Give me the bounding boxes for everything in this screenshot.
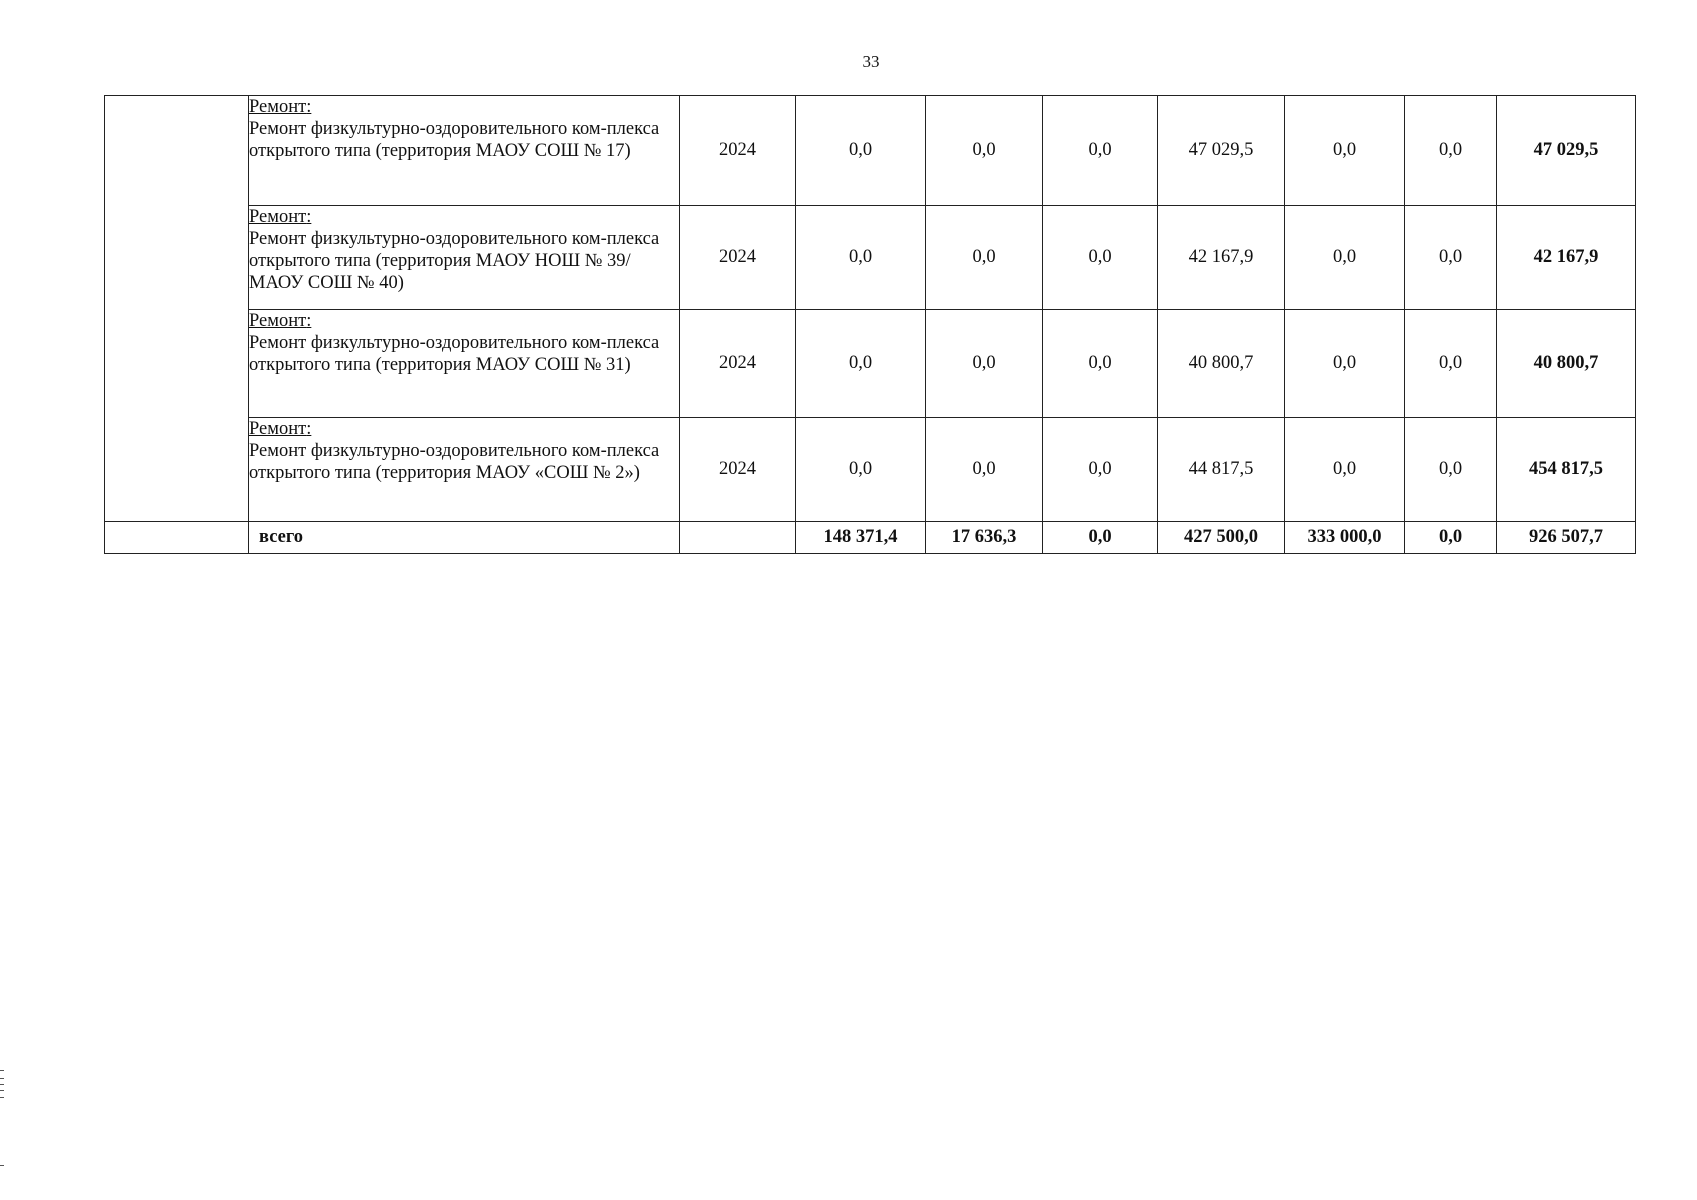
row-total-cell: 40 800,7 <box>1497 310 1636 418</box>
work-type: Ремонт: <box>249 311 312 331</box>
description-cell <box>249 96 680 206</box>
value-cell: 0,0 <box>926 310 1043 418</box>
total-value-cell: 148 371,4 <box>796 522 926 554</box>
work-description: Ремонт физкультурно-оздоровительного ком-плекса открытого типа (территория МАОУ СОШ № 31) <box>249 333 660 375</box>
value-cell: 0,0 <box>796 96 926 206</box>
description-cell <box>249 206 680 310</box>
table-row <box>105 310 1636 418</box>
value-cell: 0,0 <box>1405 206 1497 310</box>
work-description: Ремонт физкультурно-оздоровительного ком-плекса открытого типа (территория МАОУ СОШ № 17) <box>249 119 660 161</box>
year-cell: 2024 <box>680 310 796 418</box>
value-cell: 0,0 <box>1043 310 1158 418</box>
total-value-cell: 0,0 <box>1405 522 1497 554</box>
value-cell: 0,0 <box>796 206 926 310</box>
row-total-cell: 47 029,5 <box>1497 96 1636 206</box>
work-type: Ремонт: <box>249 419 312 439</box>
empty-cell <box>105 522 249 554</box>
value-cell: 0,0 <box>796 418 926 522</box>
totals-label: всего <box>249 522 680 554</box>
year-cell: 2024 <box>680 418 796 522</box>
value-cell: 0,0 <box>1043 206 1158 310</box>
row-total-cell: 42 167,9 <box>1497 206 1636 310</box>
value-cell: 0,0 <box>1405 96 1497 206</box>
value-cell: 0,0 <box>796 310 926 418</box>
empty-cell <box>680 522 796 554</box>
total-value-cell: 17 636,3 <box>926 522 1043 554</box>
value-cell: 0,0 <box>1405 418 1497 522</box>
total-value-cell: 0,0 <box>1043 522 1158 554</box>
value-cell: 0,0 <box>1043 418 1158 522</box>
value-cell: 0,0 <box>1285 418 1405 522</box>
grand-total-cell: 926 507,7 <box>1497 522 1636 554</box>
empty-cell <box>105 96 249 522</box>
value-cell: 40 800,7 <box>1158 310 1285 418</box>
work-description: Ремонт физкультурно-оздоровительного ком-плекса открытого типа (территория МАОУ «СОШ № 2») <box>249 441 660 483</box>
table-row <box>105 418 1636 522</box>
value-cell: 47 029,5 <box>1158 96 1285 206</box>
value-cell: 0,0 <box>1405 310 1497 418</box>
value-cell: 44 817,5 <box>1158 418 1285 522</box>
page-number: 33 <box>862 52 880 71</box>
row-total-cell: 454 817,5 <box>1497 418 1636 522</box>
work-type: Ремонт: <box>249 207 312 227</box>
totals-row <box>105 522 1636 554</box>
margin-marks <box>0 1070 4 1170</box>
value-cell: 0,0 <box>1285 206 1405 310</box>
description-cell <box>249 418 680 522</box>
value-cell: 42 167,9 <box>1158 206 1285 310</box>
budget-table <box>104 95 1636 554</box>
value-cell: 0,0 <box>926 418 1043 522</box>
work-type: Ремонт: <box>249 97 312 117</box>
value-cell: 0,0 <box>926 206 1043 310</box>
table-row <box>105 96 1636 206</box>
total-value-cell: 427 500,0 <box>1158 522 1285 554</box>
work-description: Ремонт физкультурно-оздоровительного ком-плекса открытого типа (территория МАОУ НОШ № 39/ МАОУ СОШ № 40) <box>249 229 660 293</box>
value-cell: 0,0 <box>1285 310 1405 418</box>
description-cell <box>249 310 680 418</box>
year-cell: 2024 <box>680 96 796 206</box>
year-cell: 2024 <box>680 206 796 310</box>
value-cell: 0,0 <box>926 96 1043 206</box>
total-value-cell: 333 000,0 <box>1285 522 1405 554</box>
table-row <box>105 206 1636 310</box>
value-cell: 0,0 <box>1285 96 1405 206</box>
value-cell: 0,0 <box>1043 96 1158 206</box>
